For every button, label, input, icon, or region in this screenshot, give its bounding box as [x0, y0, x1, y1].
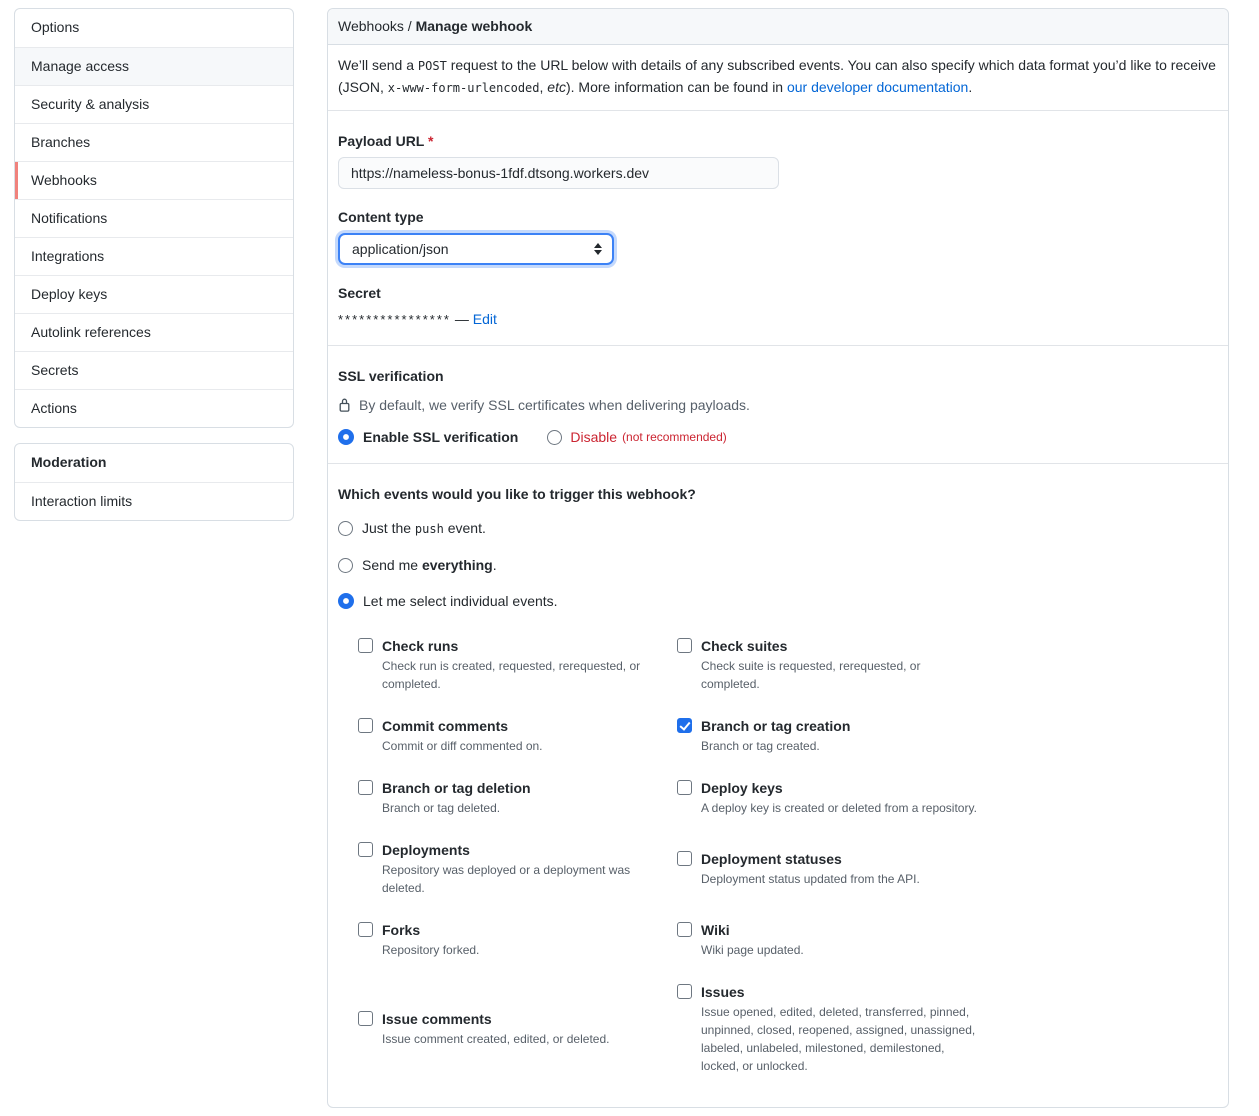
option-individual: [338, 591, 1218, 611]
sidebar-item-autolink-references[interactable]: Autolink references: [15, 313, 293, 351]
sidebar-item-interaction-limits[interactable]: Interaction limits: [15, 482, 293, 520]
moderation-nav: [14, 443, 294, 521]
event-desc: Branch or tag created.: [701, 739, 820, 754]
secret-edit-link[interactable]: Edit: [472, 311, 497, 328]
ssl-note-text: By default, we verify SSL certificates when delivering payloads.: [359, 397, 750, 414]
event-desc: Repository forked.: [382, 943, 480, 958]
event-desc: Branch or tag deleted.: [382, 801, 501, 816]
intro-text: We’ll send a: [338, 57, 418, 73]
commit-comments-checkbox[interactable]: [358, 718, 373, 733]
just-push-text: event.: [443, 520, 486, 537]
push-code: push: [414, 522, 444, 537]
content-type-label: Content type: [338, 209, 424, 226]
option-just-push: [338, 518, 1218, 539]
intro-text: ,: [539, 78, 548, 95]
just-push-text: Just the: [362, 520, 415, 537]
sidebar-item-secrets[interactable]: Secrets: [15, 351, 293, 389]
sidebar-item-actions[interactable]: Actions: [15, 389, 293, 427]
event-desc: Wiki page updated.: [701, 943, 804, 958]
sidebar-item-security-analysis[interactable]: Security & analysis: [15, 85, 293, 123]
sidebar-item-integrations[interactable]: Integrations: [15, 237, 293, 275]
urlencoded-code: x-www-form-urlencoded: [387, 80, 540, 95]
sidebar-item-webhooks[interactable]: Webhooks: [15, 161, 293, 199]
event-title: Check runs: [382, 638, 459, 655]
disable-ssl-note: (not recommended): [622, 430, 727, 445]
check-runs-checkbox[interactable]: [358, 638, 373, 653]
intro-text: ). More information can be found in: [565, 78, 787, 95]
wiki-checkbox[interactable]: [677, 922, 692, 937]
webhook-form-section: [328, 111, 1228, 345]
deployments-checkbox[interactable]: [358, 842, 373, 857]
event-title: Check suites: [701, 638, 788, 655]
sidebar-item-branches[interactable]: Branches: [15, 123, 293, 161]
event-title: Wiki: [701, 922, 730, 939]
event-row: [358, 636, 982, 693]
sidebar-item-manage-access[interactable]: Manage access: [15, 47, 293, 85]
ssl-section-title: SSL verification: [338, 368, 444, 385]
events-section: [328, 464, 1228, 1116]
everything-text: .: [492, 557, 497, 574]
content-type-select[interactable]: [338, 233, 614, 265]
secret-masked-value: ****************: [338, 312, 451, 328]
repo-settings-nav: [14, 8, 294, 428]
everything-text: Send me: [362, 557, 422, 574]
disable-ssl-label: Disable: [570, 429, 618, 446]
payload-url-label: [338, 133, 1218, 149]
branch-tag-deletion-checkbox[interactable]: [358, 780, 373, 795]
just-push-label: [362, 518, 486, 539]
issue-comments-checkbox[interactable]: [358, 1011, 373, 1026]
event-deploy-keys: [677, 778, 982, 817]
ssl-note-row: [338, 397, 1218, 413]
event-desc: Commit or diff commented on.: [382, 739, 543, 754]
event-wiki: [677, 920, 982, 959]
lock-icon: [338, 397, 351, 413]
just-push-radio[interactable]: [338, 521, 353, 536]
event-branch-tag-deletion: [358, 778, 663, 817]
content-type-value: application/json: [352, 241, 449, 258]
everything-radio[interactable]: [338, 558, 353, 573]
enable-ssl-radio[interactable]: [338, 429, 354, 445]
secret-separator: —: [454, 311, 469, 328]
forks-checkbox[interactable]: [358, 922, 373, 937]
event-title: Deployment statuses: [701, 851, 842, 868]
settings-sidebar: [14, 8, 294, 521]
event-commit-comments: [358, 716, 663, 755]
events-question: Which events would you like to trigger this webhook?: [338, 486, 696, 503]
breadcrumb-webhooks-link[interactable]: Webhooks: [338, 18, 404, 34]
sidebar-item-deploy-keys[interactable]: Deploy keys: [15, 275, 293, 313]
event-title: Branch or tag creation: [701, 718, 851, 735]
event-desc: Check run is created, requested, rerequested, or completed.: [382, 659, 641, 692]
event-desc: Deployment status updated from the API.: [701, 872, 920, 887]
option-everything: [338, 555, 1218, 575]
secret-label: Secret: [338, 285, 381, 302]
event-title: Forks: [382, 922, 421, 939]
issues-checkbox[interactable]: [677, 984, 692, 999]
developer-docs-link[interactable]: our developer documentation: [786, 78, 969, 95]
ssl-verification-section: [328, 346, 1228, 463]
individual-events-radio[interactable]: [338, 593, 354, 609]
event-title: Branch or tag deletion: [382, 780, 531, 797]
event-issue-comments: [358, 1009, 663, 1048]
enable-ssl-label: Enable SSL verification: [363, 429, 519, 446]
event-title: Commit comments: [382, 718, 509, 735]
breadcrumb-separator: /: [403, 18, 416, 34]
event-issues: [677, 982, 982, 1075]
event-desc: Issue opened, edited, deleted, transferred, pinned, unpinned, closed, reopened, assigned, unassigned, labeled, unlabeled, milestoned, demilestoned, locked, or unlocked.: [701, 1005, 976, 1074]
webhook-intro-text: [328, 45, 1228, 111]
intro-text: .: [968, 78, 973, 95]
event-desc: Issue comment created, edited, or deleted.: [382, 1032, 610, 1047]
event-title: Issue comments: [382, 1011, 492, 1028]
ssl-radio-row: [338, 429, 1218, 445]
everything-bold: everything: [421, 557, 493, 574]
deploy-keys-checkbox[interactable]: [677, 780, 692, 795]
secret-value-row: [338, 311, 1218, 327]
select-caret-icon: [594, 243, 602, 255]
event-row: [358, 920, 982, 959]
event-row: [358, 716, 982, 755]
event-branch-tag-creation: [677, 716, 982, 755]
event-deployments: [358, 840, 663, 897]
everything-label: [362, 555, 497, 575]
etc-italic: etc: [547, 78, 566, 95]
disable-ssl-radio[interactable]: [547, 430, 562, 445]
event-row: [358, 840, 982, 897]
event-desc: Repository was deployed or a deployment was deleted.: [382, 863, 631, 896]
payload-url-label-text: Payload URL: [338, 133, 425, 150]
sidebar-item-options[interactable]: Options: [31, 19, 80, 35]
event-title: Issues: [701, 984, 745, 1001]
event-forks: [358, 920, 663, 959]
event-title: Deployments: [382, 842, 470, 859]
event-row: [358, 982, 982, 1075]
payload-url-input[interactable]: [338, 157, 779, 189]
deployment-statuses-checkbox[interactable]: [677, 851, 692, 866]
branch-tag-creation-checkbox[interactable]: [677, 718, 692, 733]
individual-events-label: Let me select individual events.: [363, 593, 558, 610]
post-code: POST: [417, 59, 447, 73]
moderation-header: Moderation: [31, 454, 107, 470]
event-deployment-statuses: [677, 849, 982, 888]
event-check-runs: [358, 636, 663, 693]
check-suites-checkbox[interactable]: [677, 638, 692, 653]
event-desc: A deploy key is created or deleted from a repository.: [701, 801, 977, 816]
intro-text: request to the URL below with details of any subscribed events. You can also specify which data format you’d like to receive (JSON,: [338, 57, 1216, 95]
manage-webhook-panel: [327, 8, 1229, 1108]
event-checkbox-grid: [358, 636, 982, 1075]
event-row: [358, 778, 982, 817]
sidebar-item-notifications[interactable]: Notifications: [15, 199, 293, 237]
event-check-suites: [677, 636, 982, 693]
event-title: Deploy keys: [701, 780, 783, 797]
event-desc: Check suite is requested, rerequested, or completed.: [701, 659, 921, 692]
breadcrumb: [328, 9, 1228, 45]
required-asterisk: *: [428, 133, 434, 150]
breadcrumb-current: Manage webhook: [415, 18, 533, 34]
